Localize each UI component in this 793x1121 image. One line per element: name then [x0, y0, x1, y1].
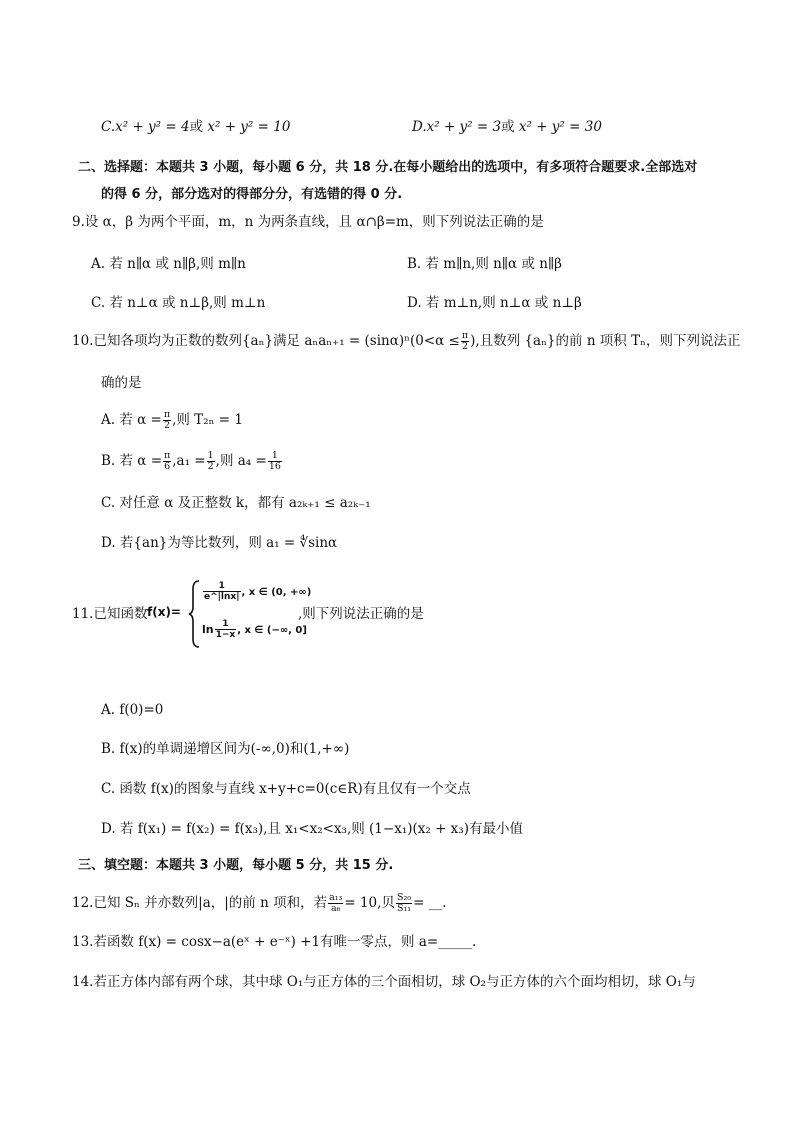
section2-heading-line2: 的得 6 分，部分选对的得部分分，有选错的得 0 分.: [101, 187, 403, 202]
q11-stem-part2: ,则下列说法正确的是: [298, 606, 424, 622]
q10-option-a-frac-num: π: [163, 409, 171, 420]
q13-stem: 13.若函数 f(x) = cosx−a(eˣ + e⁻ˣ) +1有唯一零点，则 a=_____.: [72, 934, 477, 950]
q10-option-a-part2: ,则 T₂ₙ = 1: [172, 412, 243, 428]
q9-option-b: B. 若 m∥n,则 n∥α 或 n∥β: [407, 256, 562, 272]
section2-heading-line1: 二、选择题：本题共 3 小题，每小题 6 分，共 18 分.在每小题给出的选项中，有多项符合题要求.全部选对: [78, 160, 698, 175]
q8-option-d-or: 或: [501, 119, 515, 135]
q12-stem-part3: = __.: [413, 895, 447, 911]
q10-option-c: C. 对任意 α 及正整数 k，都有 a₂ₖ₊₁ ≤ a₂ₖ₋₁: [101, 495, 371, 511]
q11-piece1: [202, 581, 311, 602]
q10-stem-part2: ),且数列 {aₙ}的前 n 项积 Tₙ，则下列说法正: [470, 333, 741, 349]
q12-stem-part1: 12.已知 Sₙ 并亦数列|a，|的前 n 项和，若: [72, 895, 328, 911]
q9-option-d: D. 若 m⊥n,则 n⊥α 或 n⊥β: [407, 295, 582, 311]
q12-stem: [72, 893, 446, 914]
q8-option-c-label: C.: [101, 119, 116, 135]
q9-stem: 9.设 α，β 为两个平面，m，n 为两条直线，且 α∩β=m，则下列说法正确的是: [72, 214, 544, 230]
q11-piece1-fraction: [203, 581, 241, 602]
q9-option-a: A. 若 n∥α 或 n∥β,则 m∥n: [91, 256, 246, 272]
q11-piece2-ln: ln: [202, 623, 214, 636]
q9-option-c: C. 若 n⊥α 或 n⊥β,则 m⊥n: [91, 295, 266, 311]
q10-option-b-fraction3: [268, 451, 282, 472]
q10-option-b-frac1-den: 6: [164, 461, 171, 472]
q11-piece2-domain: , x ∈ (−∞, 0]: [237, 625, 307, 636]
q10-stem-part1: 10.已知各项均为正数的数列{aₙ}满足 aₙaₙ₊₁ = (sinα)ⁿ(0<α ≤: [72, 333, 460, 349]
q10-stem-fraction: [461, 331, 469, 352]
q8-option-d-label: D.: [412, 119, 427, 135]
q10-option-b-part3: ,则 a₄ =: [215, 453, 267, 469]
q10-option-b-frac3-num: 1: [268, 451, 282, 462]
q12-stem-part2: = 10,贝: [344, 895, 395, 911]
q8-option-d-eq2: x² + y² = 30: [518, 119, 602, 135]
q10-option-b-part1: B. 若 α =: [101, 453, 163, 469]
q12-frac2-num: S₂₀: [396, 892, 412, 903]
q10-stem-frac-num: π: [461, 330, 469, 341]
q10-stem-continuation: 确的是: [101, 375, 142, 391]
q10-option-a-frac-den: 2: [163, 420, 170, 431]
q8-option-c-or: 或: [189, 119, 204, 135]
q10-option-b-frac1-num: π: [164, 450, 171, 461]
q10-option-b-fraction1: [163, 451, 171, 472]
q11-piece1-den: e^|lnx|: [204, 592, 240, 602]
q8-option-d: [412, 118, 602, 136]
q10-option-a-fraction: [163, 410, 171, 431]
q10-option-b-frac2-den: 2: [207, 461, 214, 472]
q11-piecewise-function: [188, 579, 312, 649]
q10-stem: [72, 331, 740, 352]
q12-fraction2: [396, 893, 412, 914]
q11-stem-part1: 11.已知函数: [72, 606, 148, 622]
q10-option-b: [101, 451, 283, 472]
q12-frac1-num: a₁₃: [329, 892, 343, 903]
q11-piece1-num: 1: [203, 581, 241, 592]
q11-piece2: [202, 619, 307, 640]
q11-piece2-num: 1: [215, 619, 237, 630]
q10-option-b-part2: ,a₁ =: [172, 453, 206, 469]
q14-stem: 14.若正方体内部有两个球，其中球 O₁与正方体的三个面相切，球 O₂与正方体的六个面均相切，球 O₁与: [72, 974, 696, 990]
q12-frac1-den: a₆: [330, 903, 341, 914]
q11-piece2-den: 1−x: [215, 630, 236, 640]
q11-fx-label: f(x)=: [147, 605, 181, 619]
q10-option-b-fraction2: [207, 451, 215, 472]
q11-option-d: D. 若 f(x₁) = f(x₂) = f(x₃),且 x₁<x₂<x₃,则 (1−x₁)(x₂ + x₃)有最小值: [101, 821, 523, 837]
q8-option-d-eq1: x² + y² = 3: [426, 119, 502, 135]
q11-left-brace: [188, 579, 202, 649]
q11-piece1-domain: , x ∈ (0, +∞): [241, 587, 312, 598]
q10-option-b-frac2-num: 1: [207, 450, 214, 461]
q8-option-c-eq1: x² + y² = 4: [115, 119, 190, 135]
q10-option-a: [101, 410, 243, 431]
q8-option-c-eq2: x² + y² = 10: [207, 119, 291, 135]
q8-option-c: [101, 118, 290, 136]
q11-option-c: C. 函数 f(x)的图象与直线 x+y+c=0(c∈R)有且仅有一个交点: [101, 781, 471, 797]
q10-option-b-frac3-den: 16: [268, 461, 281, 472]
q11-piece2-fraction: [215, 619, 237, 640]
q12-fraction1: [328, 893, 343, 914]
q10-option-d: D. 若{an}为等比数列，则 a₁ = ∜sinα: [101, 535, 338, 551]
q10-option-a-part1: A. 若 α =: [101, 412, 162, 428]
q11-option-a: A. f(0)=0: [101, 702, 164, 718]
section3-heading: 三、填空题：本题共 3 小题，每小题 5 分，共 15 分.: [78, 858, 394, 873]
q12-frac2-den: S₁₁: [396, 903, 412, 914]
q11-option-b: B. f(x)的单调递增区间为(-∞,0)和(1,+∞): [101, 741, 350, 757]
q10-stem-frac-den: 2: [461, 341, 468, 352]
